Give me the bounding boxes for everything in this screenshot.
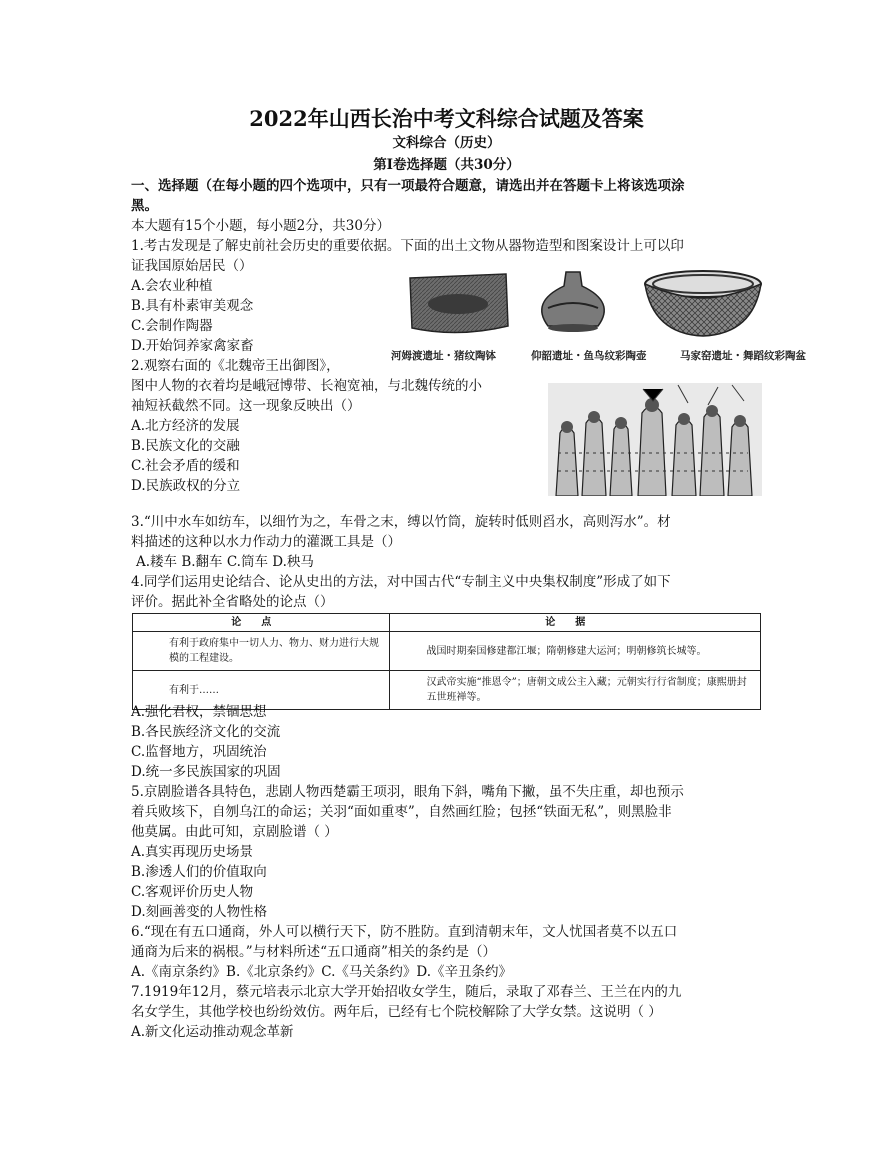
- q6-options: A.《南京条约》B.《北京条约》C.《马关条约》D.《辛丑条约》: [131, 964, 513, 980]
- q7-option-a: A.新文化运动推动观念革新: [131, 1024, 294, 1040]
- q6-stem-line-1: 6.“现在有五口通商，外人可以横行天下，防不胜防。直到清朝末年，文人忧国者莫不以五口: [131, 924, 678, 940]
- q5-option-c: C.客观评价历史人物: [131, 884, 254, 900]
- table-header-evidence: 论据: [390, 614, 761, 632]
- q2-option-a: A.北方经济的发展: [131, 418, 240, 434]
- q5-option-b: B.渗透人们的价值取向: [131, 864, 267, 880]
- q4-option-d: D.统一多民族国家的巩固: [131, 764, 281, 780]
- q5-stem-line-2: 着兵败垓下，自刎乌江的命运；关羽“面如重枣”，自然画红脸；包拯“铁面无私”，则黑脸非: [131, 804, 672, 820]
- caption-dancing-basin: 马家窑遗址・舞蹈纹彩陶盆: [680, 350, 806, 362]
- q7-stem-line-1: 7.1919年12月，蔡元培表示北京大学开始招收女学生，随后，录取了邓春兰、王兰在内的九: [131, 984, 682, 1000]
- q1-option-b: B.具有朴素审美观念: [131, 298, 254, 314]
- q2-option-b: B.民族文化的交融: [131, 438, 240, 454]
- page-title: 2022年山西长治中考文科综合试题及答案: [249, 106, 644, 131]
- pottery-artifacts-image: [398, 268, 768, 346]
- q5-stem-line-1: 5.京剧脸谱各具特色，悲剧人物西楚霸王项羽，眼角下斜，嘴角下撇，虽不失庄重，却也预示: [131, 784, 684, 800]
- table-cell-evidence: 汉武帝实施“推恩令”；唐朝文成公主入藏；元朝实行行省制度；康熙册封五世班禅等。: [390, 671, 761, 710]
- fish-bird-pot-illustration: [542, 272, 604, 332]
- instruction-line-1: 一、选择题（在每小题的四个选项中，只有一项最符合题意，请选出并在答题卡上将该选项涂: [131, 178, 685, 194]
- q3-options: A.耧车 B.翻车 C.筒车 D.秧马: [136, 554, 314, 570]
- q4-stem-line-2: 评价。据此补全省略处的论点（）: [131, 594, 334, 610]
- q3-stem-line-2: 料描述的这种以水力作动力的灌溉工具是（）: [131, 534, 401, 550]
- table-cell-argument: 有利于政府集中一切人力、物力、财力进行大规模的工程建设。: [133, 632, 390, 671]
- q7-stem-line-2: 名女学生，其他学校也纷纷效仿。两年后，已经有七个院校解除了大学女禁。这说明（ ）: [131, 1004, 662, 1020]
- table-cell-argument: 有利于……: [133, 671, 390, 710]
- table-cell-evidence: 战国时期秦国修建都江堰；隋朝修建大运河；明朝修筑长城等。: [390, 632, 761, 671]
- argument-evidence-table: [132, 613, 761, 710]
- table-row: [133, 632, 761, 671]
- q2-stem-line-1: 2.观察右面的《北魏帝王出御图》，: [131, 358, 340, 374]
- q1-option-c: C.会制作陶器: [131, 318, 213, 334]
- q4-option-b: B.各民族经济文化的交流: [131, 724, 281, 740]
- q2-stem-line-2: 图中人物的衣着均是峨冠博带、长袍宽袖，与北魏传统的小: [131, 378, 482, 394]
- q1-stem-line-2: 证我国原始居民（）: [131, 258, 253, 274]
- table-header-argument: 论点: [133, 614, 390, 632]
- q1-option-d: D.开始饲养家禽家畜: [131, 338, 254, 354]
- pig-pattern-bowl-illustration: [410, 274, 508, 333]
- q4-option-a: A.强化君权，禁锢思想: [131, 704, 267, 720]
- q2-option-d: D.民族政权的分立: [131, 478, 241, 494]
- q5-stem-line-3: 他莫属。由此可知，京剧脸谱（ ）: [131, 824, 338, 840]
- subject-subtitle: 文科综合（历史）: [392, 135, 501, 151]
- q6-stem-line-2: 通商为后来的祸根。”与材料所述“五口通商”相关的条约是（）: [131, 944, 496, 960]
- instruction-line-2: 黑。: [131, 198, 158, 214]
- q1-option-a: A.会农业种植: [131, 278, 213, 294]
- q5-option-a: A.真实再现历史场景: [131, 844, 254, 860]
- instruction-note: 本大题有15个小题，每小题2分，共30分）: [131, 218, 390, 234]
- q3-stem-line-1: 3.“川中水车如纺车，以细竹为之，车骨之末，缚以竹筒，旋转时低则舀水，高则泻水”。材: [131, 514, 671, 530]
- dancing-pattern-basin-illustration: [645, 271, 761, 336]
- q2-option-c: C.社会矛盾的缓和: [131, 458, 240, 474]
- q2-stem-line-3: 袖短袄截然不同。这一现象反映出（）: [131, 398, 361, 414]
- northern-wei-emperor-procession-image: [548, 383, 762, 496]
- q1-stem-line-1: 1.考古发现是了解史前社会历史的重要依据。下面的出土文物从器物造型和图案设计上可以印: [131, 238, 684, 254]
- section-heading: 第Ⅰ卷选择题（共30分）: [373, 157, 520, 173]
- table-header-row: [133, 614, 761, 632]
- caption-pig-bowl: 河姆渡遗址・猪纹陶钵: [391, 350, 496, 362]
- q4-stem-line-1: 4.同学们运用史论结合、论从史出的方法，对中国古代“专制主义中央集权制度”形成了如下: [131, 574, 671, 590]
- q4-option-c: C.监督地方，巩固统治: [131, 744, 267, 760]
- q5-option-d: D.刻画善变的人物性格: [131, 904, 268, 920]
- caption-fish-bird-pot: 仰韶遗址・鱼鸟纹彩陶壶: [531, 350, 647, 362]
